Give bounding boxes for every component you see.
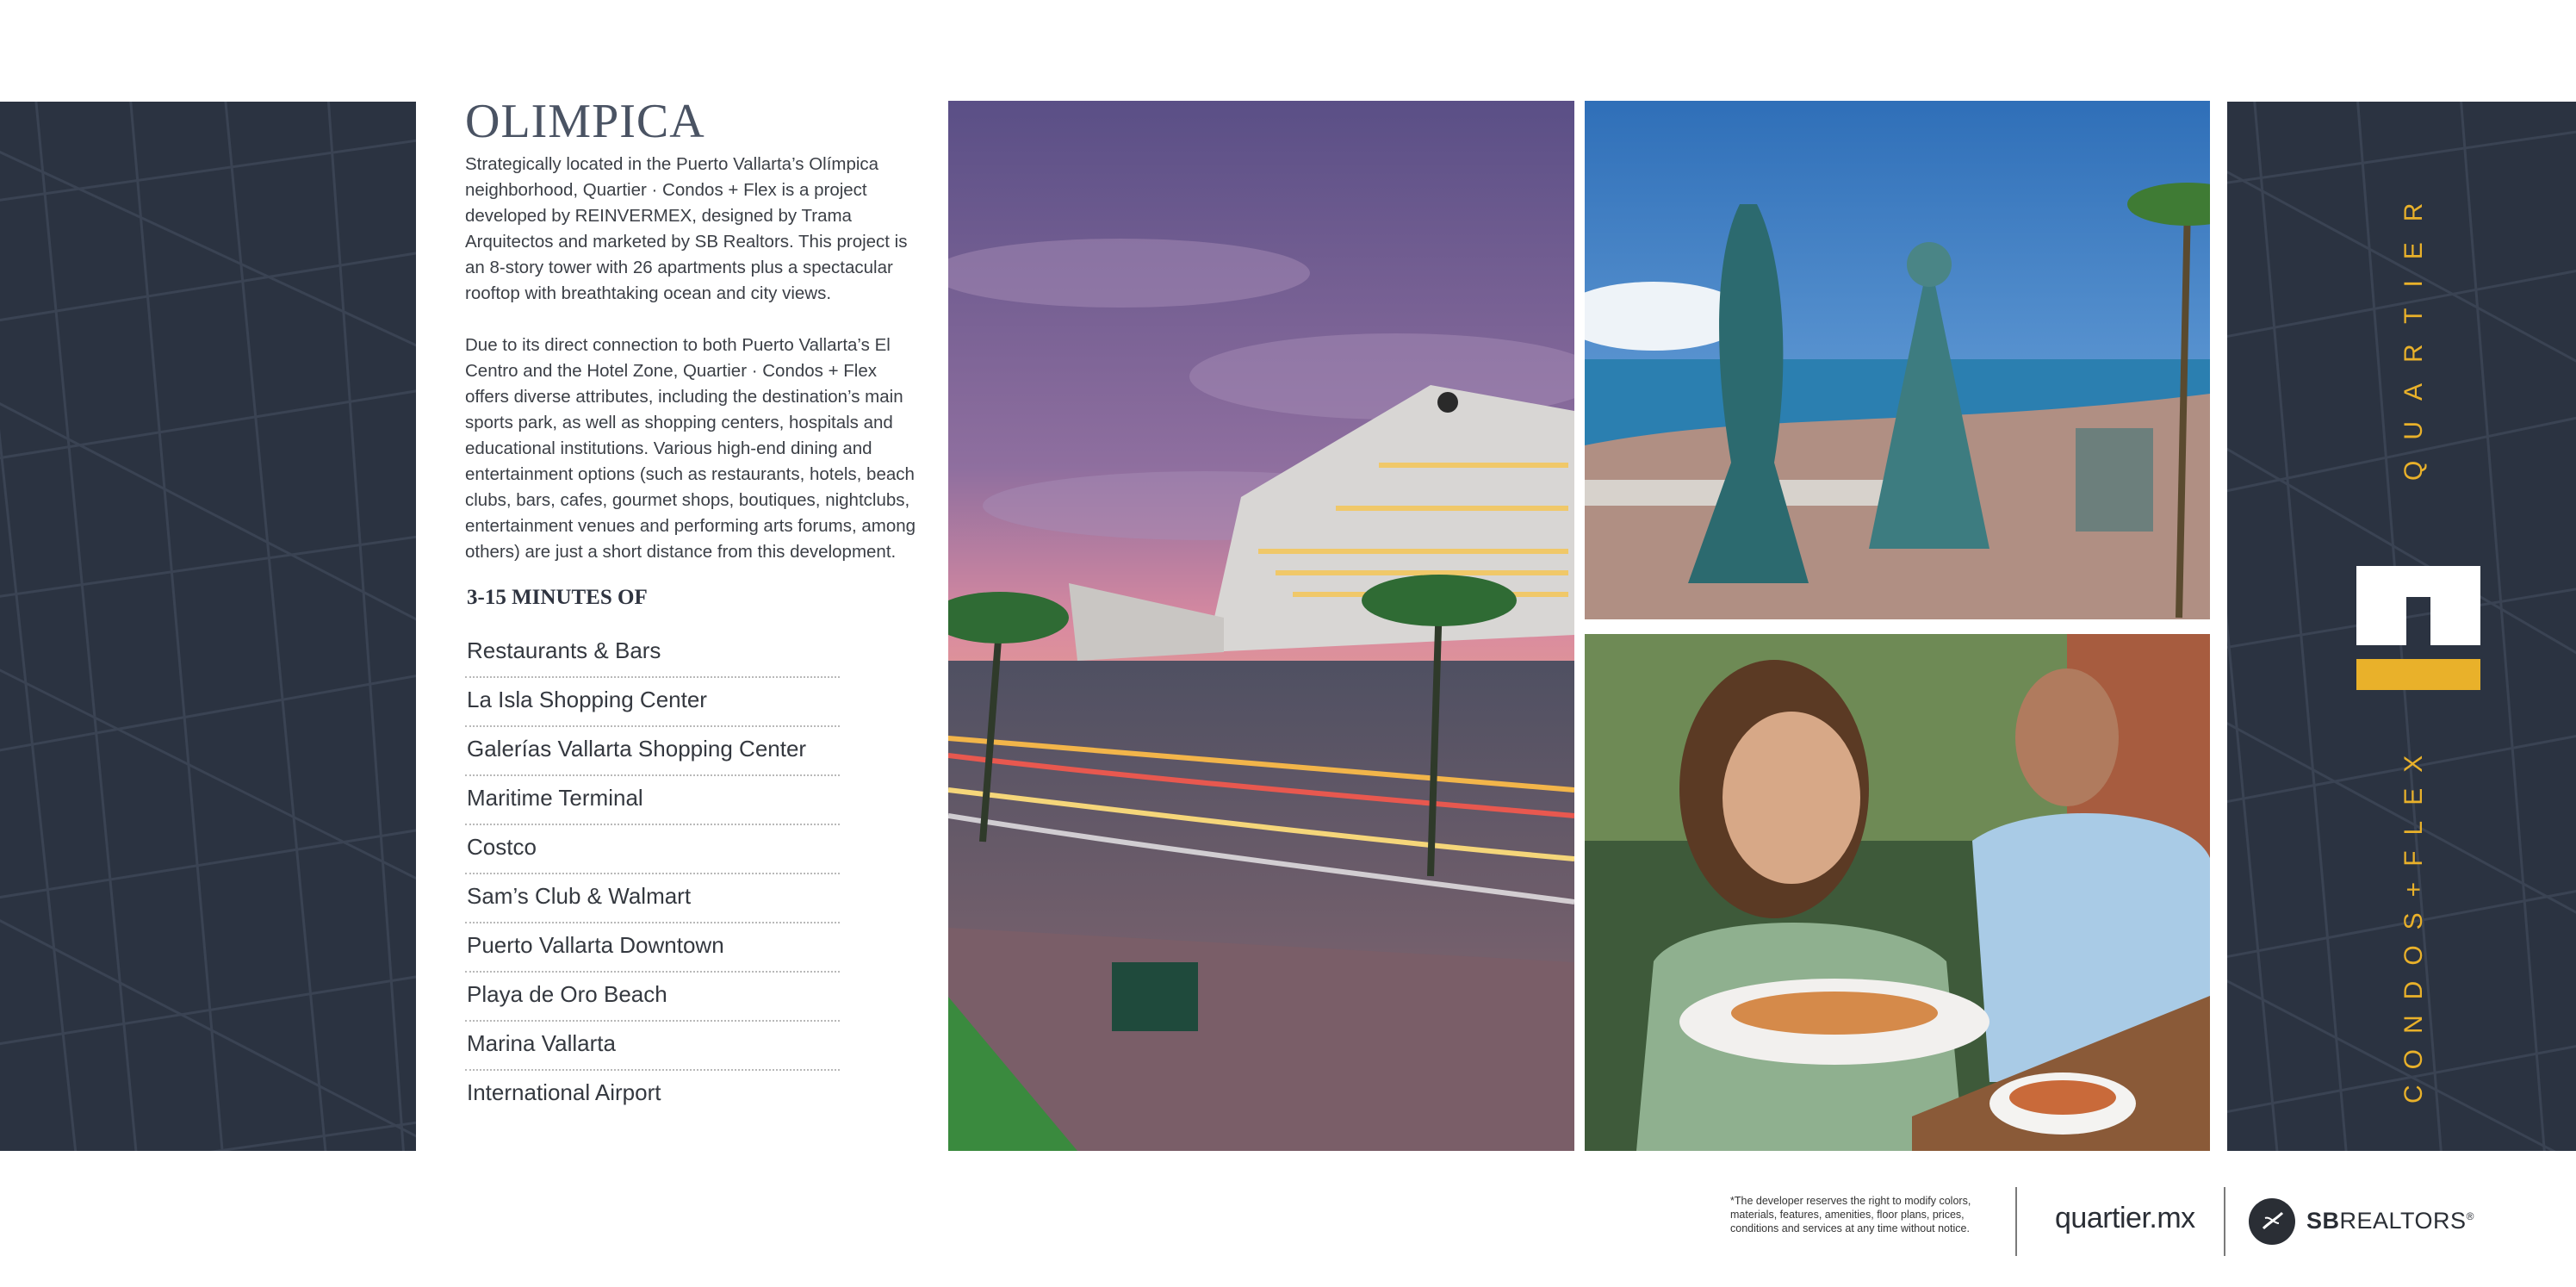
couple-dining-photo bbox=[1585, 634, 2210, 1151]
list-item: Puerto Vallarta Downtown bbox=[465, 923, 840, 973]
list-item: International Airport bbox=[467, 1079, 661, 1105]
legal-disclaimer: *The developer reserves the right to modify colors, materials, features, amenities, floor plans, prices, conditions and services at any time without notice. bbox=[1730, 1195, 1971, 1234]
list-item: Costco bbox=[465, 825, 840, 874]
quartier-logo-icon bbox=[2356, 566, 2480, 690]
location-paragraph: Due to its direct connection to both Puerto Vallarta’s El Centro and the Hotel Zone, Quartier · Condos + Flex offers diverse attributes, including the destination’s main sports park, as well as shopping centers, hospitals and educational institutions. Various high-end dining and entertainment options (such as restaurants, hotels, beach clubs, bars, cafes, gourmet shops, boutiques, nightclubs, entertainment venues and performing arts forums, among others) are just a short distance from this development. bbox=[465, 335, 916, 562]
proximity-heading: 3-15 MINUTES OF bbox=[467, 586, 648, 609]
left-decorative-band bbox=[0, 102, 416, 1151]
malecon-statues-photo bbox=[1585, 101, 2210, 619]
brand-wordmark-top: QUARTIER bbox=[2399, 182, 2428, 482]
list-item: Playa de Oro Beach bbox=[465, 973, 840, 1022]
cruise-ship-photo bbox=[948, 101, 1574, 1151]
sb-realtors-logo-icon bbox=[2248, 1197, 2296, 1246]
realtor-name: SBREALTORS® bbox=[2306, 1208, 2474, 1234]
divider bbox=[2015, 1187, 2017, 1256]
list-item: Maritime Terminal bbox=[465, 776, 840, 825]
crosshatch-pattern bbox=[0, 102, 416, 1151]
list-item: Sam’s Club & Walmart bbox=[465, 874, 840, 923]
website-link[interactable]: quartier.mx bbox=[2055, 1202, 2195, 1234]
divider bbox=[2224, 1187, 2225, 1256]
list-item: La Isla Shopping Center bbox=[465, 678, 840, 727]
description-column bbox=[465, 95, 922, 1120]
list-item: Marina Vallarta bbox=[465, 1022, 840, 1071]
nearby-places-list bbox=[465, 629, 922, 1120]
list-item: Restaurants & Bars bbox=[465, 629, 840, 678]
intro-paragraph: Strategically located in the Puerto Vallarta’s Olímpica neighborhood, Quartier · Condos + Flex is a project developed by REINVERMEX, designed by Trama Arquitectos and marketed by SB Realtors. This project is an 8-story tower with 26 apartments plus a spectacular rooftop with breathtaking ocean and city views. bbox=[465, 154, 908, 303]
brand-wordmark-bottom: CONDOS+FLEX bbox=[2399, 739, 2428, 1104]
page-title: OLIMPICA bbox=[465, 95, 705, 148]
list-item: Galerías Vallarta Shopping Center bbox=[465, 727, 840, 776]
footer bbox=[0, 1151, 2576, 1287]
